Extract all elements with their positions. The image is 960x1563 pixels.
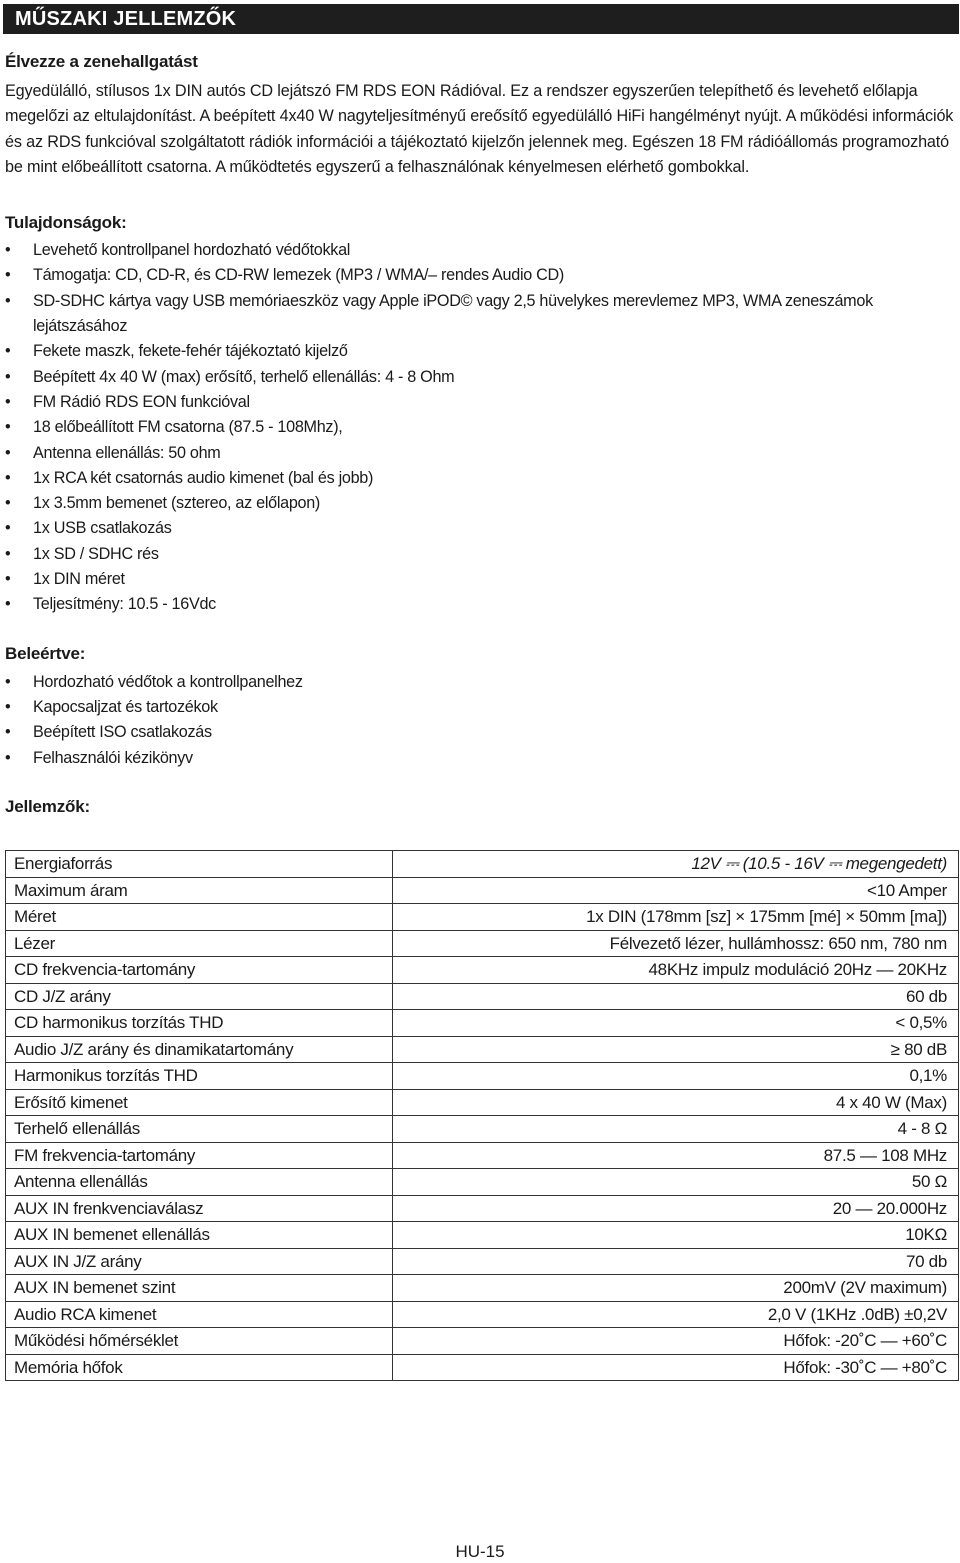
spec-value: 4 x 40 W (Max): [393, 1089, 959, 1116]
specs-heading: Jellemzők:: [5, 796, 90, 816]
bullet-icon: •: [5, 672, 11, 691]
spec-value: Hőfok: -30˚C — +80˚C: [393, 1354, 959, 1381]
spec-value: 10KΩ: [393, 1222, 959, 1249]
table-row: [6, 1275, 959, 1302]
spec-value: 48KHz impulz moduláció 20Hz — 20KHz: [393, 957, 959, 984]
spec-value: 70 db: [393, 1248, 959, 1275]
list-item: • 18 előbeállított FM csatorna (87.5 - 108Mhz),: [5, 415, 957, 440]
table-row: [6, 1328, 959, 1355]
bullet-icon: •: [5, 291, 11, 310]
bullet-icon: •: [5, 697, 11, 716]
table-row: [6, 1301, 959, 1328]
spec-value: 4 - 8 Ω: [393, 1116, 959, 1143]
table-row: [6, 1063, 959, 1090]
page-number: HU-15: [455, 1542, 505, 1561]
included-list: [5, 670, 957, 771]
table-row: [6, 1142, 959, 1169]
bullet-icon: •: [5, 266, 11, 285]
main-content: [5, 52, 957, 817]
table-row: [6, 1195, 959, 1222]
spec-value: 0,1%: [393, 1063, 959, 1090]
list-item: • 1x DIN méret: [5, 567, 957, 592]
spec-key: CD J/Z arány: [6, 983, 393, 1010]
spec-key: Antenna ellenállás: [6, 1169, 393, 1196]
list-item: • Levehető kontrollpanel hordozható védőtokkal: [5, 238, 957, 263]
list-item: • Beépített ISO csatlakozás: [5, 720, 957, 745]
spec-value: 2,0 V (1KHz .0dB) ±0,2V: [393, 1301, 959, 1328]
spec-key: AUX IN J/Z arány: [6, 1248, 393, 1275]
list-item: • Teljesítmény: 10.5 - 16Vdc: [5, 592, 957, 617]
list-item: • Kapocsaljzat és tartozékok: [5, 695, 957, 720]
bullet-icon: •: [5, 748, 11, 767]
included-heading: Beleértve:: [5, 643, 86, 663]
list-item: • Támogatja: CD, CD-R, és CD-RW lemezek (MP3 / WMA/– rendes Audio CD): [5, 263, 957, 288]
list-item: • SD-SDHC kártya vagy USB memóriaeszköz vagy Apple iPOD© vagy 2,5 hüvelykes merevlemez MP3, WMA zeneszámok lejátszásához: [5, 289, 957, 340]
spec-key: Maximum áram: [6, 877, 393, 904]
spec-key: FM frekvencia-tartomány: [6, 1142, 393, 1169]
list-item: • Felhasználói kézikönyv: [5, 746, 957, 771]
table-row: [6, 1354, 959, 1381]
spec-key: Lézer: [6, 930, 393, 957]
table-row: [6, 877, 959, 904]
bullet-icon: •: [5, 595, 11, 614]
table-row: [6, 1036, 959, 1063]
spec-key: Energiaforrás: [6, 851, 393, 878]
list-item: • Beépített 4x 40 W (max) erősítő, terhelő ellenállás: 4 - 8 Ohm: [5, 365, 957, 390]
properties-heading: Tulajdonságok:: [5, 213, 127, 233]
bullet-icon: •: [5, 544, 11, 563]
spec-key: CD harmonikus torzítás THD: [6, 1010, 393, 1037]
table-row: [6, 1248, 959, 1275]
list-item: • Antenna ellenállás: 50 ohm: [5, 441, 957, 466]
spec-key: Audio J/Z arány és dinamikatartomány: [6, 1036, 393, 1063]
spec-value: 200mV (2V maximum): [393, 1275, 959, 1302]
spec-value: < 0,5%: [393, 1010, 959, 1037]
list-item: • Hordozható védőtok a kontrollpanelhez: [5, 670, 957, 695]
spec-value: 60 db: [393, 983, 959, 1010]
list-item: • FM Rádió RDS EON funkcióval: [5, 390, 957, 415]
spec-value: <10 Amper: [393, 877, 959, 904]
spec-key: Terhelő ellenállás: [6, 1116, 393, 1143]
spec-value: 87.5 — 108 MHz: [393, 1142, 959, 1169]
list-item: • 1x 3.5mm bemenet (sztereo, az előlapon): [5, 491, 957, 516]
list-item: • Fekete maszk, fekete-fehér tájékoztató kijelző: [5, 339, 957, 364]
spec-value: 50 Ω: [393, 1169, 959, 1196]
table-row: [6, 1089, 959, 1116]
bullet-icon: •: [5, 570, 11, 589]
table-row: [6, 1010, 959, 1037]
bullet-icon: •: [5, 418, 11, 437]
spec-key: AUX IN frenkvenciaválasz: [6, 1195, 393, 1222]
bullet-icon: •: [5, 723, 11, 742]
spec-value: 1x DIN (178mm [sz] × 175mm [mé] × 50mm [ma]): [393, 904, 959, 931]
spec-value: 20 — 20.000Hz: [393, 1195, 959, 1222]
table-row: [6, 851, 959, 878]
bullet-icon: •: [5, 468, 11, 487]
list-item: • 1x RCA két csatornás audio kimenet (bal és jobb): [5, 466, 957, 491]
spec-key: Audio RCA kimenet: [6, 1301, 393, 1328]
table-row: [6, 957, 959, 984]
table-row: [6, 1222, 959, 1249]
bullet-icon: •: [5, 342, 11, 361]
spec-key: Harmonikus torzítás THD: [6, 1063, 393, 1090]
spec-value: ≥ 80 dB: [393, 1036, 959, 1063]
bullet-icon: •: [5, 494, 11, 513]
bullet-icon: •: [5, 519, 11, 538]
page-title: MŰSZAKI JELLEMZŐK: [3, 4, 959, 34]
list-item: • 1x USB csatlakozás: [5, 516, 957, 541]
table-row: [6, 904, 959, 931]
intro-heading: Élvezze a zenehallgatást: [5, 52, 198, 71]
properties-list: [5, 238, 957, 617]
bullet-icon: •: [5, 367, 11, 386]
bullet-icon: •: [5, 392, 11, 411]
table-row: [6, 1116, 959, 1143]
specs-table: [5, 850, 959, 1381]
spec-value: Félvezető lézer, hullámhossz: 650 nm, 780 nm: [393, 930, 959, 957]
list-item: • 1x SD / SDHC rés: [5, 542, 957, 567]
table-row: [6, 1169, 959, 1196]
spec-key: Méret: [6, 904, 393, 931]
spec-value: Hőfok: -20˚C — +60˚C: [393, 1328, 959, 1355]
bullet-icon: •: [5, 443, 11, 462]
spec-key: AUX IN bemenet ellenállás: [6, 1222, 393, 1249]
spec-value: 12V ⎓ (10.5 - 16V ⎓ megengedett): [393, 851, 959, 878]
intro-paragraph: Egyedülálló, stílusos 1x DIN autós CD lejátszó FM RDS EON Rádióval. Ez a rendszer egyszerűen telepíthető és levehető előlapja megelőzi az eltulajdonítást. A beépített 4x40 W nagyteljesítményű ereősítő egyedülálló HiFi hangélményt nyújt. A működési információk és az RDS funkcióval szolgáltatott rádiók információi a tájékoztató kijelzőn jelennek meg. Egészen 18 FM rádióállomás programozható be mint előbeállított csatorna. A működtetés egyszerű a felhasználónak kényelmesen elérhető gombokkal.: [5, 82, 954, 176]
spec-key: CD frekvencia-tartomány: [6, 957, 393, 984]
spec-key: Memória hőfok: [6, 1354, 393, 1381]
table-row: [6, 983, 959, 1010]
table-row: [6, 930, 959, 957]
spec-key: AUX IN bemenet szint: [6, 1275, 393, 1302]
spec-key: Működési hőmérséklet: [6, 1328, 393, 1355]
spec-key: Erősítő kimenet: [6, 1089, 393, 1116]
bullet-icon: •: [5, 241, 11, 260]
